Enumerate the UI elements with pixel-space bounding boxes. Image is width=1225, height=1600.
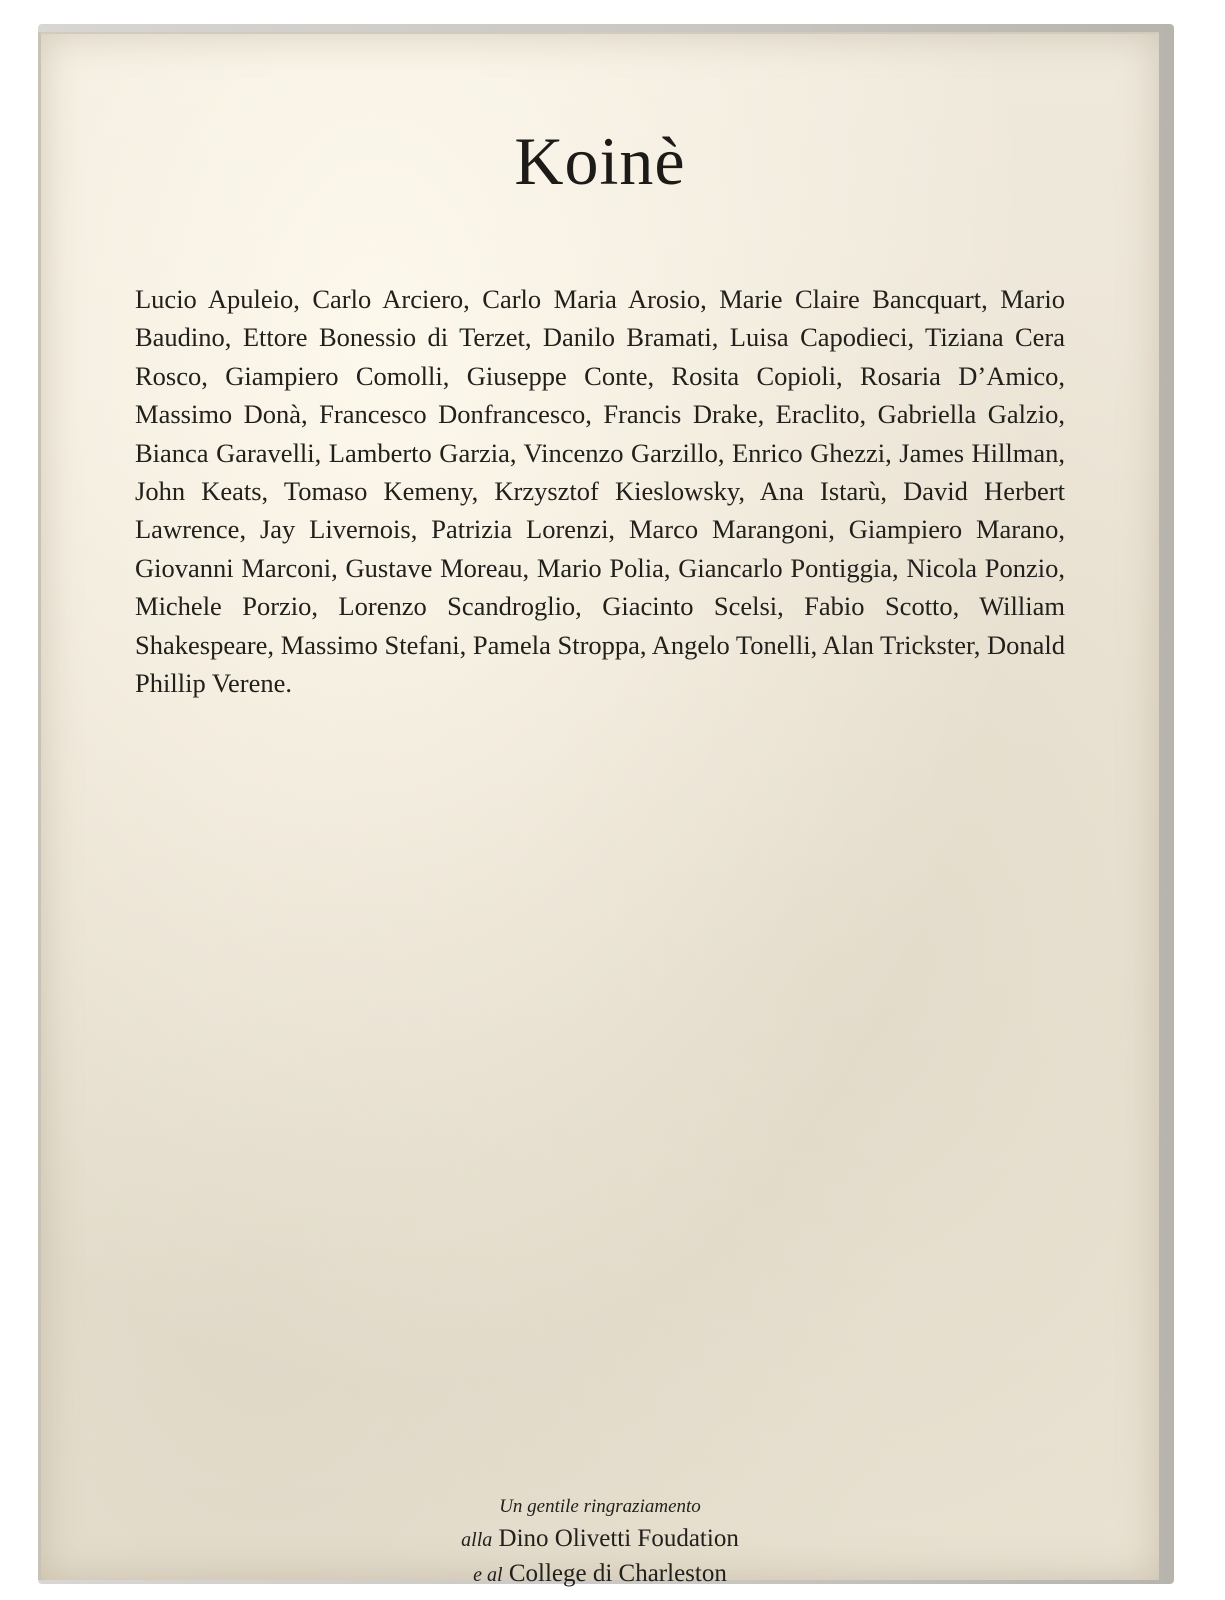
foundation-name: Dino Olivetti Foudation	[498, 1525, 739, 1552]
book-back-cover	[38, 32, 1159, 1587]
acknowledgement-prefix: e al	[473, 1564, 503, 1586]
acknowledgement-block	[41, 1492, 1159, 1592]
page-title: Koinè	[514, 123, 686, 199]
contributors-list: Lucio Apuleio, Carlo Arciero, Carlo Maria Arosio, Marie Claire Bancquart, Mario Baudino, Ettore Bonessio di Terzet, Danilo Bramati, Luisa Capodieci, Tiziana Cera Rosco, Giampiero Comolli, Giuseppe Conte, Rosita Copioli, Rosaria D’Amico, Massimo Donà, Francesco Donfrancesco, Francis Drake, Eraclito, Gabriella Galzio, Bianca Garavelli, Lamberto Garzia, Vincenzo Garzillo, Enrico Ghezzi, James Hillman, John Keats, Tomaso Kemeny, Krzysztof Kieslowsky, Ana Istarù, David Herbert Lawrence, Jay Livernois, Patrizia Lorenzi, Marco Marangoni, Giampiero Marano, Giovanni Marconi, Gustave Moreau, Mario Polia, Giancarlo Pontiggia, Nicola Ponzio, Michele Porzio, Lorenzo Scandroglio, Giacinto Scelsi, Fabio Scotto, William Shakespeare, Massimo Stefani, Pamela Stroppa, Angelo Tonelli, Alan Trickster, Donald Phillip Verene.	[135, 284, 1065, 699]
acknowledgement-intro: Un gentile ringraziamento	[499, 1496, 701, 1517]
acknowledgement-line-college	[41, 1557, 1159, 1592]
acknowledgement-prefix: alla	[461, 1529, 493, 1551]
college-name: College di Charleston	[508, 1560, 727, 1587]
acknowledgement-line-foundation	[41, 1522, 1159, 1557]
